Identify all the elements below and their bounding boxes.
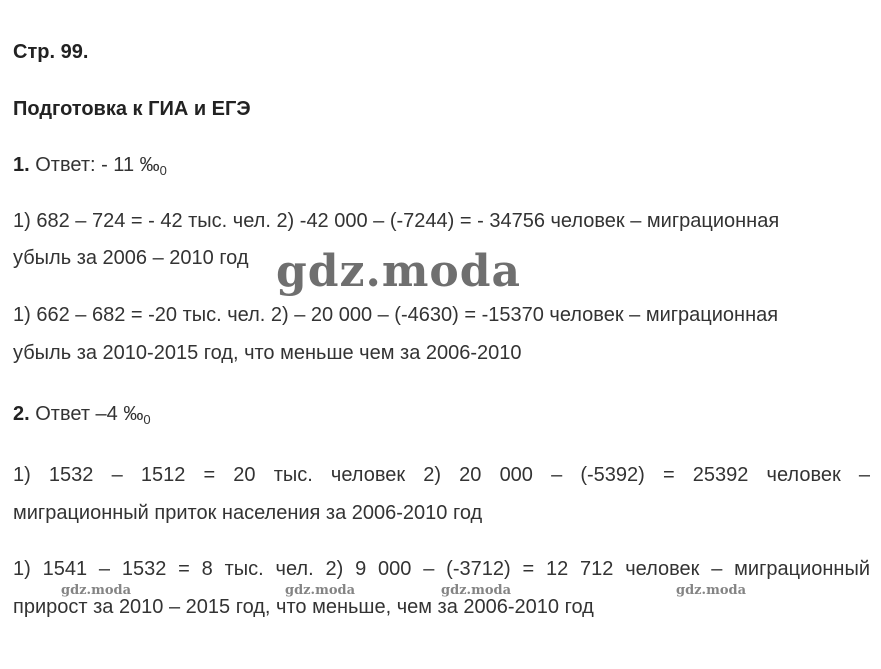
task2-answer-text: Ответ –4 ‰: [29, 403, 144, 425]
watermark-small: gdz.moda: [676, 583, 747, 598]
task2-number: 2.: [13, 403, 30, 425]
watermark-small: gdz.moda: [285, 583, 356, 598]
task2-answer: [13, 402, 151, 432]
task2-solution-a-line2: миграционный приток населения за 2006-2010 год: [13, 502, 483, 524]
task1-answer-subscript: 0: [159, 163, 167, 178]
task1-answer: [13, 153, 167, 183]
task2-solution-b-line1: 1) 1541 – 1532 = 8 тыс. чел. 2) 9 000 – (-3712) = 12 712 человек – миграционный: [13, 558, 870, 580]
watermark-small: gdz.moda: [441, 583, 512, 598]
task1-number: 1.: [13, 154, 30, 176]
section-title: Подготовка к ГИА и ЕГЭ: [13, 98, 251, 120]
task1-solution-b-line2: убыль за 2010-2015 год, что меньше чем за 2006-2010: [13, 342, 522, 364]
task2-answer-subscript: 0: [143, 412, 151, 427]
task1-solution-a-line2: убыль за 2006 – 2010 год: [13, 247, 249, 269]
watermark-small: gdz.moda: [61, 583, 132, 598]
page-reference: Стр. 99.: [13, 41, 89, 63]
watermark-logo: gdz.moda: [276, 246, 522, 297]
task2-solution-b-line2: прирост за 2010 – 2015 год, что меньше, чем за 2006-2010 год: [13, 596, 594, 618]
task1-solution-a-line1: 1) 682 – 724 = - 42 тыс. чел. 2) -42 000 – (-7244) = - 34756 человек – миграционная: [13, 210, 780, 232]
task1-answer-text: Ответ: - 11 ‰: [29, 154, 160, 176]
task2-solution-a-line1: 1) 1532 – 1512 = 20 тыс. человек 2) 20 000 – (-5392) = 25392 человек –: [13, 464, 870, 486]
task1-solution-b-line1: 1) 662 – 682 = -20 тыс. чел. 2) – 20 000 – (-4630) = -15370 человек – миграционная: [13, 304, 779, 326]
